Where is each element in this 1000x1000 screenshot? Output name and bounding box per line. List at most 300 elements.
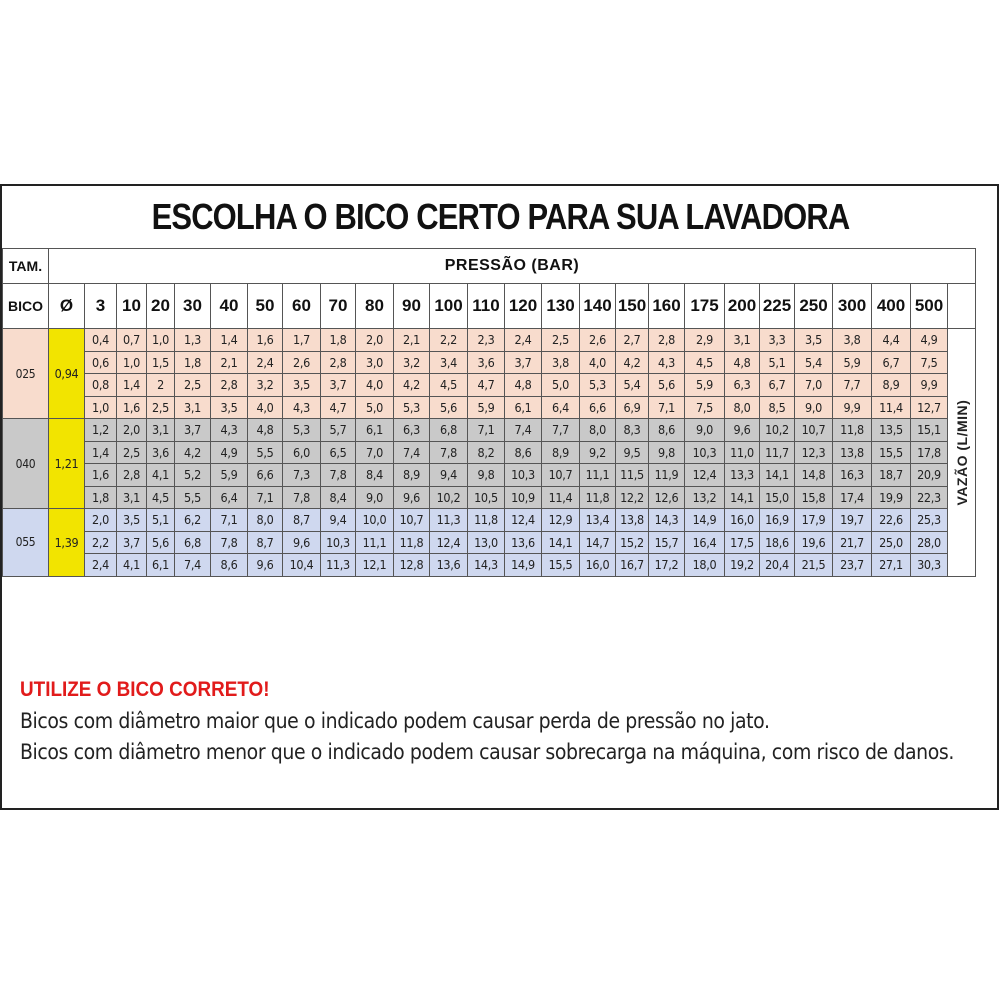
flow-value-cell: 5,6 [430, 396, 468, 419]
pressure-col-header: 500 [911, 284, 948, 329]
flow-value-cell: 14,8 [795, 464, 833, 487]
table-row [3, 329, 976, 352]
pressure-col-header: 250 [795, 284, 833, 329]
flow-value-cell: 12,4 [685, 464, 725, 487]
flow-value-cell: 4,4 [872, 329, 911, 352]
flow-value-cell: 9,6 [283, 531, 321, 554]
pressure-col-header: 175 [685, 284, 725, 329]
warning-title: UTILIZE O BICO CORRETO! [20, 678, 270, 701]
flow-value-cell: 1,6 [117, 396, 147, 419]
flow-value-cell: 2,0 [117, 419, 147, 442]
flow-value-cell: 2,2 [430, 329, 468, 352]
flow-value-cell: 13,5 [872, 419, 911, 442]
flow-value-cell: 8,6 [505, 441, 542, 464]
flow-value-cell: 13,8 [833, 441, 872, 464]
flow-value-cell: 4,2 [394, 374, 430, 397]
flow-value-cell: 18,0 [685, 554, 725, 577]
flow-value-cell: 0,4 [85, 329, 117, 352]
flow-value-cell: 3,4 [430, 351, 468, 374]
flow-value-cell: 9,4 [321, 509, 356, 532]
flow-value-cell: 14,1 [760, 464, 795, 487]
flow-value-cell: 5,2 [175, 464, 211, 487]
flow-value-cell: 2,6 [580, 329, 616, 352]
flow-value-cell: 20,9 [911, 464, 948, 487]
flow-value-cell: 15,5 [872, 441, 911, 464]
flow-value-cell: 4,8 [248, 419, 283, 442]
flow-value-cell: 2,7 [616, 329, 649, 352]
flow-value-cell: 2,0 [356, 329, 394, 352]
flow-value-cell: 8,7 [248, 531, 283, 554]
flow-value-cell: 17,2 [649, 554, 685, 577]
flow-value-cell: 1,7 [283, 329, 321, 352]
chart-title: ESCOLHA O BICO CERTO PARA SUA LAVADORA [151, 196, 850, 237]
flow-value-cell: 16,9 [760, 509, 795, 532]
flow-value-cell: 4,7 [468, 374, 505, 397]
flow-value-cell: 14,3 [468, 554, 505, 577]
flow-value-cell: 3,2 [394, 351, 430, 374]
pressure-col-header: 300 [833, 284, 872, 329]
flow-value-cell: 10,0 [356, 509, 394, 532]
flow-value-cell: 2,2 [85, 531, 117, 554]
flow-value-cell: 16,7 [616, 554, 649, 577]
flow-value-cell: 11,8 [394, 531, 430, 554]
flow-value-cell: 6,6 [248, 464, 283, 487]
flow-value-cell: 7,0 [795, 374, 833, 397]
pressure-title-row [3, 249, 976, 284]
flow-value-cell: 4,8 [725, 351, 760, 374]
flow-value-cell: 6,3 [725, 374, 760, 397]
nozzle-diameter-cell: 1,39 [49, 509, 85, 577]
flow-value-cell: 21,5 [795, 554, 833, 577]
nozzle-size-cell: 025 [3, 329, 49, 419]
flow-value-cell: 7,1 [248, 486, 283, 509]
flow-value-cell: 28,0 [911, 531, 948, 554]
pressure-col-header: 120 [505, 284, 542, 329]
warning-line-smaller: Bicos com diâmetro menor que o indicado podem causar sobrecarga na máquina, com risco de danos. [20, 740, 954, 764]
flow-value-cell: 12,4 [430, 531, 468, 554]
flow-value-cell: 19,9 [872, 486, 911, 509]
flow-value-cell: 6,7 [760, 374, 795, 397]
flow-value-cell: 12,9 [542, 509, 580, 532]
flow-value-cell: 4,3 [649, 351, 685, 374]
pressure-col-header: 3 [85, 284, 117, 329]
flow-value-cell: 8,4 [356, 464, 394, 487]
flow-value-cell: 9,0 [795, 396, 833, 419]
flow-value-cell: 30,3 [911, 554, 948, 577]
flow-value-cell: 16,3 [833, 464, 872, 487]
flow-value-cell: 10,7 [542, 464, 580, 487]
flow-value-cell: 3,5 [211, 396, 248, 419]
flow-value-cell: 2,3 [468, 329, 505, 352]
nozzle-size-cell: 040 [3, 419, 49, 509]
flow-axis-label: VAZÃO (L/MIN) [948, 329, 976, 577]
flow-value-cell: 5,0 [356, 396, 394, 419]
flow-value-cell: 5,0 [542, 374, 580, 397]
pressure-col-header: 140 [580, 284, 616, 329]
flow-value-cell: 3,3 [760, 329, 795, 352]
pressure-col-header: 70 [321, 284, 356, 329]
flow-value-cell: 13,3 [725, 464, 760, 487]
flow-value-cell: 8,6 [211, 554, 248, 577]
flow-value-cell: 20,4 [760, 554, 795, 577]
flow-value-cell: 1,8 [175, 351, 211, 374]
flow-value-cell: 13,6 [505, 531, 542, 554]
flow-value-cell: 2,5 [542, 329, 580, 352]
flow-value-cell: 3,8 [542, 351, 580, 374]
flow-value-cell: 3,2 [248, 374, 283, 397]
pressure-col-header: 110 [468, 284, 505, 329]
flow-value-cell: 2,0 [85, 509, 117, 532]
flow-value-cell: 2,9 [685, 329, 725, 352]
flow-value-cell: 2,6 [283, 351, 321, 374]
pressure-col-header: 10 [117, 284, 147, 329]
flow-value-cell: 7,8 [321, 464, 356, 487]
flow-value-cell: 9,0 [356, 486, 394, 509]
flow-value-cell: 7,5 [685, 396, 725, 419]
flow-value-cell: 5,6 [649, 374, 685, 397]
flow-value-cell: 2 [147, 374, 175, 397]
flow-value-cell: 10,2 [760, 419, 795, 442]
flow-value-cell: 1,8 [85, 486, 117, 509]
pressure-col-header: 400 [872, 284, 911, 329]
nozzle-table [2, 248, 976, 577]
flow-value-cell: 5,3 [580, 374, 616, 397]
flow-value-cell: 4,1 [147, 464, 175, 487]
flow-value-cell: 1,0 [85, 396, 117, 419]
flow-value-cell: 8,9 [394, 464, 430, 487]
flow-value-cell: 4,5 [685, 351, 725, 374]
flow-value-cell: 8,5 [760, 396, 795, 419]
pressure-col-header: 200 [725, 284, 760, 329]
flow-value-cell: 7,7 [833, 374, 872, 397]
flow-value-cell: 11,4 [872, 396, 911, 419]
pressure-col-header: 60 [283, 284, 321, 329]
pressure-col-header: 50 [248, 284, 283, 329]
flow-value-cell: 8,9 [542, 441, 580, 464]
flow-value-cell: 8,3 [616, 419, 649, 442]
flow-value-cell: 3,6 [147, 441, 175, 464]
flow-value-cell: 19,6 [795, 531, 833, 554]
flow-value-cell: 12,4 [505, 509, 542, 532]
flow-value-cell: 6,1 [505, 396, 542, 419]
flow-value-cell: 10,2 [430, 486, 468, 509]
flow-value-cell: 5,1 [147, 509, 175, 532]
nozzle-size-cell: 055 [3, 509, 49, 577]
flow-value-cell: 3,6 [468, 351, 505, 374]
diameter-header: Ø [49, 284, 85, 329]
flow-value-cell: 3,7 [321, 374, 356, 397]
flow-value-cell: 16,0 [725, 509, 760, 532]
flow-value-cell: 25,3 [911, 509, 948, 532]
flow-value-cell: 14,9 [685, 509, 725, 532]
flow-value-cell: 3,0 [356, 351, 394, 374]
flow-value-cell: 6,6 [580, 396, 616, 419]
flow-value-cell: 2,8 [211, 374, 248, 397]
flow-value-cell: 2,4 [85, 554, 117, 577]
flow-value-cell: 7,7 [542, 419, 580, 442]
flow-value-cell: 17,5 [725, 531, 760, 554]
flow-value-cell: 4,3 [283, 396, 321, 419]
flow-value-cell: 7,4 [505, 419, 542, 442]
pressure-values-row [3, 284, 976, 329]
flow-value-cell: 1,4 [211, 329, 248, 352]
flow-value-cell: 18,6 [760, 531, 795, 554]
nozzle-chart-card [0, 184, 999, 810]
flow-value-cell: 8,0 [725, 396, 760, 419]
flow-value-cell: 5,9 [211, 464, 248, 487]
flow-value-cell: 10,3 [505, 464, 542, 487]
flow-value-cell: 6,9 [616, 396, 649, 419]
flow-value-cell: 5,3 [283, 419, 321, 442]
flow-value-cell: 5,9 [685, 374, 725, 397]
flow-value-cell: 15,5 [542, 554, 580, 577]
flow-value-cell: 6,1 [147, 554, 175, 577]
flow-value-cell: 4,0 [580, 351, 616, 374]
flow-value-cell: 2,5 [175, 374, 211, 397]
flow-value-cell: 12,7 [911, 396, 948, 419]
flow-value-cell: 3,1 [147, 419, 175, 442]
table-row [3, 509, 976, 532]
flow-value-cell: 1,5 [147, 351, 175, 374]
pressure-col-header: 225 [760, 284, 795, 329]
flow-value-cell: 8,6 [649, 419, 685, 442]
flow-value-cell: 9,6 [394, 486, 430, 509]
flow-value-cell: 17,8 [911, 441, 948, 464]
flow-value-cell: 12,2 [616, 486, 649, 509]
flow-value-cell: 5,6 [147, 531, 175, 554]
flow-value-cell: 8,0 [580, 419, 616, 442]
flow-value-cell: 0,7 [117, 329, 147, 352]
flow-value-cell: 3,8 [833, 329, 872, 352]
flow-value-cell: 2,5 [117, 441, 147, 464]
flow-value-cell: 11,1 [580, 464, 616, 487]
table-row [3, 374, 976, 397]
flow-value-cell: 21,7 [833, 531, 872, 554]
flow-value-cell: 9,9 [833, 396, 872, 419]
flow-value-cell: 5,1 [760, 351, 795, 374]
flow-value-cell: 9,4 [430, 464, 468, 487]
flow-value-cell: 4,8 [505, 374, 542, 397]
flow-value-cell: 2,1 [211, 351, 248, 374]
flow-value-cell: 4,2 [616, 351, 649, 374]
pressure-col-header: 80 [356, 284, 394, 329]
flow-value-cell: 9,6 [248, 554, 283, 577]
flow-value-cell: 3,1 [117, 486, 147, 509]
flow-value-cell: 11,5 [616, 464, 649, 487]
flow-value-cell: 7,1 [468, 419, 505, 442]
flow-value-cell: 23,7 [833, 554, 872, 577]
flow-value-cell: 3,1 [725, 329, 760, 352]
flow-value-cell: 4,1 [117, 554, 147, 577]
flow-value-cell: 5,4 [795, 351, 833, 374]
flow-value-cell: 6,8 [430, 419, 468, 442]
flow-value-cell: 17,9 [795, 509, 833, 532]
flow-value-cell: 7,1 [649, 396, 685, 419]
flow-value-cell: 13,4 [580, 509, 616, 532]
flow-value-cell: 18,7 [872, 464, 911, 487]
flow-value-cell: 11,9 [649, 464, 685, 487]
pressure-col-header: 100 [430, 284, 468, 329]
pressure-col-header: 30 [175, 284, 211, 329]
flow-value-cell: 9,6 [725, 419, 760, 442]
flow-value-cell: 1,0 [117, 351, 147, 374]
flow-value-cell: 10,9 [505, 486, 542, 509]
flow-value-cell: 6,3 [394, 419, 430, 442]
flow-value-cell: 9,2 [580, 441, 616, 464]
flow-value-cell: 14,7 [580, 531, 616, 554]
flow-value-cell: 2,5 [147, 396, 175, 419]
pressure-col-header: 130 [542, 284, 580, 329]
flow-value-cell: 8,0 [248, 509, 283, 532]
table-row [3, 554, 976, 577]
flow-value-cell: 25,0 [872, 531, 911, 554]
table-row [3, 396, 976, 419]
nozzle-diameter-cell: 0,94 [49, 329, 85, 419]
flow-value-cell: 1,2 [85, 419, 117, 442]
flow-value-cell: 6,7 [872, 351, 911, 374]
flow-value-cell: 6,0 [283, 441, 321, 464]
flow-value-cell: 1,0 [147, 329, 175, 352]
table-row [3, 419, 976, 442]
table-row [3, 441, 976, 464]
flow-value-cell: 2,4 [248, 351, 283, 374]
flow-value-cell: 2,4 [505, 329, 542, 352]
flow-value-cell: 6,8 [175, 531, 211, 554]
flow-value-cell: 7,8 [283, 486, 321, 509]
flow-value-cell: 7,4 [175, 554, 211, 577]
flow-value-cell: 10,5 [468, 486, 505, 509]
flow-value-cell: 5,9 [468, 396, 505, 419]
flow-value-cell: 2,8 [649, 329, 685, 352]
flow-value-cell: 4,3 [211, 419, 248, 442]
flow-value-cell: 10,7 [394, 509, 430, 532]
flow-value-cell: 6,4 [211, 486, 248, 509]
flow-value-cell: 5,7 [321, 419, 356, 442]
flow-value-cell: 10,4 [283, 554, 321, 577]
flow-value-cell: 4,9 [211, 441, 248, 464]
flow-value-cell: 27,1 [872, 554, 911, 577]
bico-header: BICO [3, 284, 49, 329]
flow-value-cell: 11,8 [833, 419, 872, 442]
flow-value-cell: 19,2 [725, 554, 760, 577]
warning-line-larger: Bicos com diâmetro maior que o indicado podem causar perda de pressão no jato. [20, 709, 770, 733]
table-row [3, 351, 976, 374]
flow-value-cell: 16,0 [580, 554, 616, 577]
flow-value-cell: 15,1 [911, 419, 948, 442]
flow-value-cell: 8,2 [468, 441, 505, 464]
flow-value-cell: 4,5 [430, 374, 468, 397]
flow-value-cell: 2,8 [117, 464, 147, 487]
flow-value-cell: 9,5 [616, 441, 649, 464]
flow-value-cell: 5,5 [175, 486, 211, 509]
flow-value-cell: 3,5 [795, 329, 833, 352]
flow-value-cell: 11,7 [760, 441, 795, 464]
flow-value-cell: 5,3 [394, 396, 430, 419]
flow-value-cell: 4,5 [147, 486, 175, 509]
pressure-col-header: 160 [649, 284, 685, 329]
flow-value-cell: 13,0 [468, 531, 505, 554]
warning-section [20, 678, 985, 768]
flow-value-cell: 12,6 [649, 486, 685, 509]
flow-value-cell: 5,4 [616, 374, 649, 397]
nozzle-diameter-cell: 1,21 [49, 419, 85, 509]
flow-value-cell: 11,1 [356, 531, 394, 554]
flow-value-cell: 11,3 [321, 554, 356, 577]
flow-value-cell: 7,0 [356, 441, 394, 464]
flow-value-cell: 9,9 [911, 374, 948, 397]
flow-value-cell: 19,7 [833, 509, 872, 532]
flow-value-cell: 4,0 [248, 396, 283, 419]
flow-value-cell: 10,7 [795, 419, 833, 442]
flow-value-cell: 3,5 [117, 509, 147, 532]
table-row [3, 486, 976, 509]
flow-value-cell: 3,5 [283, 374, 321, 397]
flow-value-cell: 4,9 [911, 329, 948, 352]
flow-value-cell: 11,4 [542, 486, 580, 509]
flow-value-cell: 3,1 [175, 396, 211, 419]
flow-value-cell: 16,4 [685, 531, 725, 554]
table-row [3, 464, 976, 487]
flow-value-cell: 14,3 [649, 509, 685, 532]
flow-value-cell: 12,3 [795, 441, 833, 464]
flow-value-cell: 7,5 [911, 351, 948, 374]
flow-value-cell: 7,8 [430, 441, 468, 464]
flow-value-cell: 15,2 [616, 531, 649, 554]
flow-value-cell: 3,7 [175, 419, 211, 442]
flow-value-cell: 1,4 [117, 374, 147, 397]
flow-value-cell: 14,9 [505, 554, 542, 577]
flow-value-cell: 15,8 [795, 486, 833, 509]
table-row [3, 531, 976, 554]
pressure-col-header: 20 [147, 284, 175, 329]
flow-value-cell: 9,8 [649, 441, 685, 464]
flow-value-cell: 8,4 [321, 486, 356, 509]
pressure-col-header: 40 [211, 284, 248, 329]
flow-value-cell: 7,4 [394, 441, 430, 464]
flow-value-cell: 7,1 [211, 509, 248, 532]
flow-value-cell: 17,4 [833, 486, 872, 509]
header-spacer [948, 284, 976, 329]
flow-value-cell: 1,3 [175, 329, 211, 352]
flow-value-cell: 11,3 [430, 509, 468, 532]
flow-value-cell: 7,3 [283, 464, 321, 487]
flow-value-cell: 3,7 [505, 351, 542, 374]
flow-value-cell: 14,1 [542, 531, 580, 554]
flow-value-cell: 6,1 [356, 419, 394, 442]
flow-value-cell: 0,6 [85, 351, 117, 374]
flow-value-cell: 6,2 [175, 509, 211, 532]
flow-value-cell: 13,6 [430, 554, 468, 577]
flow-value-cell: 14,1 [725, 486, 760, 509]
flow-value-cell: 2,8 [321, 351, 356, 374]
tam-header: TAM. [3, 249, 49, 284]
flow-value-cell: 4,7 [321, 396, 356, 419]
pressure-col-header: 150 [616, 284, 649, 329]
pressure-header: PRESSÃO (BAR) [49, 249, 976, 284]
flow-value-cell: 11,0 [725, 441, 760, 464]
pressure-col-header: 90 [394, 284, 430, 329]
flow-value-cell: 5,5 [248, 441, 283, 464]
flow-value-cell: 1,6 [85, 464, 117, 487]
flow-value-cell: 6,4 [542, 396, 580, 419]
flow-value-cell: 10,3 [685, 441, 725, 464]
flow-value-cell: 8,7 [283, 509, 321, 532]
flow-value-cell: 7,8 [211, 531, 248, 554]
flow-value-cell: 1,6 [248, 329, 283, 352]
flow-value-cell: 11,8 [580, 486, 616, 509]
flow-value-cell: 12,1 [356, 554, 394, 577]
flow-value-cell: 1,8 [321, 329, 356, 352]
